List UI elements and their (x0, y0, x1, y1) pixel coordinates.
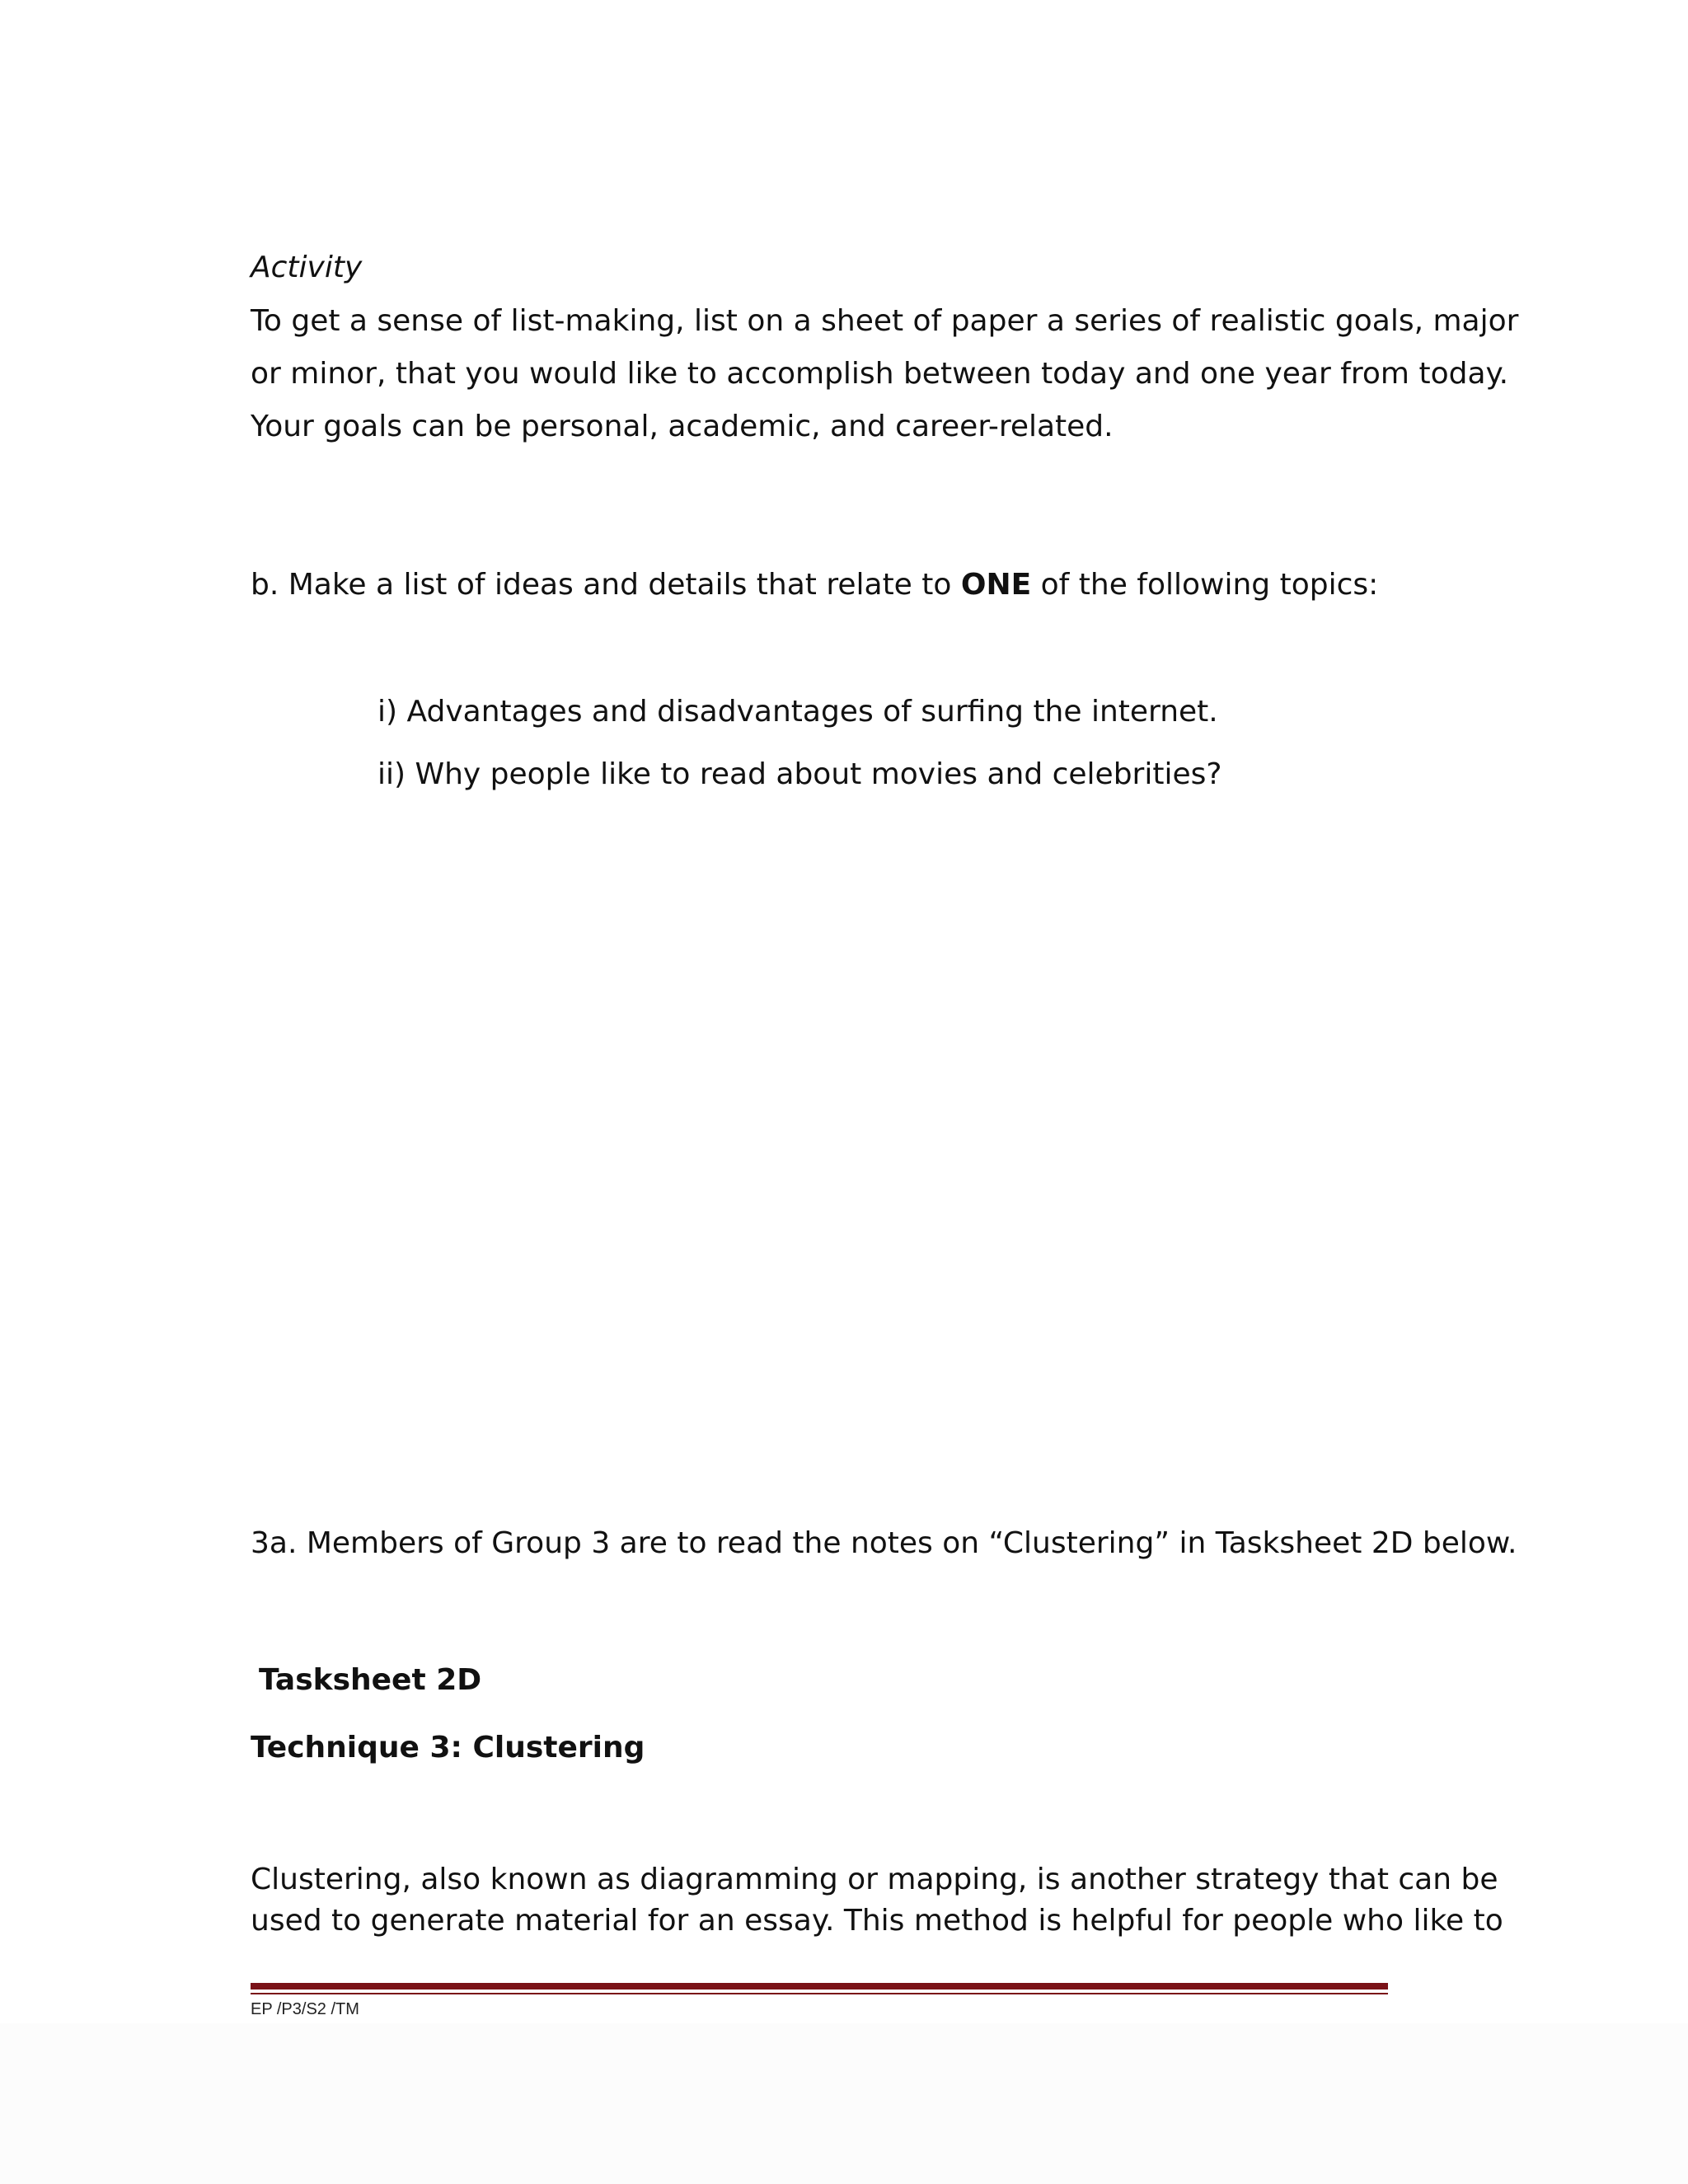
clustering-paragraph (251, 1859, 1503, 1942)
paragraph-line: used to generate material for an essay. This method is helpful for people who like to (251, 1904, 1503, 1938)
footer-rule (251, 1983, 1388, 1990)
footer-rule-thin (251, 1993, 1388, 1994)
question-3a: 3a. Members of Group 3 are to read the notes on “Clustering” in Tasksheet 2D below. (251, 1526, 1517, 1560)
question-b-suffix: of the following topics: (1031, 568, 1379, 602)
footer-code: EP /P3/S2 /TM (251, 2000, 359, 2018)
activity-line: To get a sense of list-making, list on a sheet of paper a series of realistic goals, major (251, 304, 1519, 338)
page-bottom-margin (0, 2023, 1688, 2184)
tasksheet-title: Tasksheet 2D (259, 1663, 482, 1697)
paragraph-line: Clustering, also known as diagramming or mapping, is another strategy that can be (251, 1863, 1498, 1896)
activity-instructions (251, 295, 1518, 453)
activity-line: Your goals can be personal, academic, and career-related. (251, 410, 1114, 443)
topic-item: i) Advantages and disadvantages of surfing the internet. (377, 695, 1218, 729)
question-b (251, 559, 1378, 612)
topic-list (377, 681, 1222, 806)
topic-item: ii) Why people like to read about movies and celebrities? (377, 757, 1222, 791)
activity-line: or minor, that you would like to accomplish between today and one year from today. (251, 357, 1509, 391)
activity-heading: Activity (251, 251, 363, 284)
technique-title: Technique 3: Clustering (251, 1731, 645, 1765)
question-b-emphasis: ONE (960, 568, 1032, 602)
question-b-prefix: b. Make a list of ideas and details that relate to (251, 568, 961, 602)
